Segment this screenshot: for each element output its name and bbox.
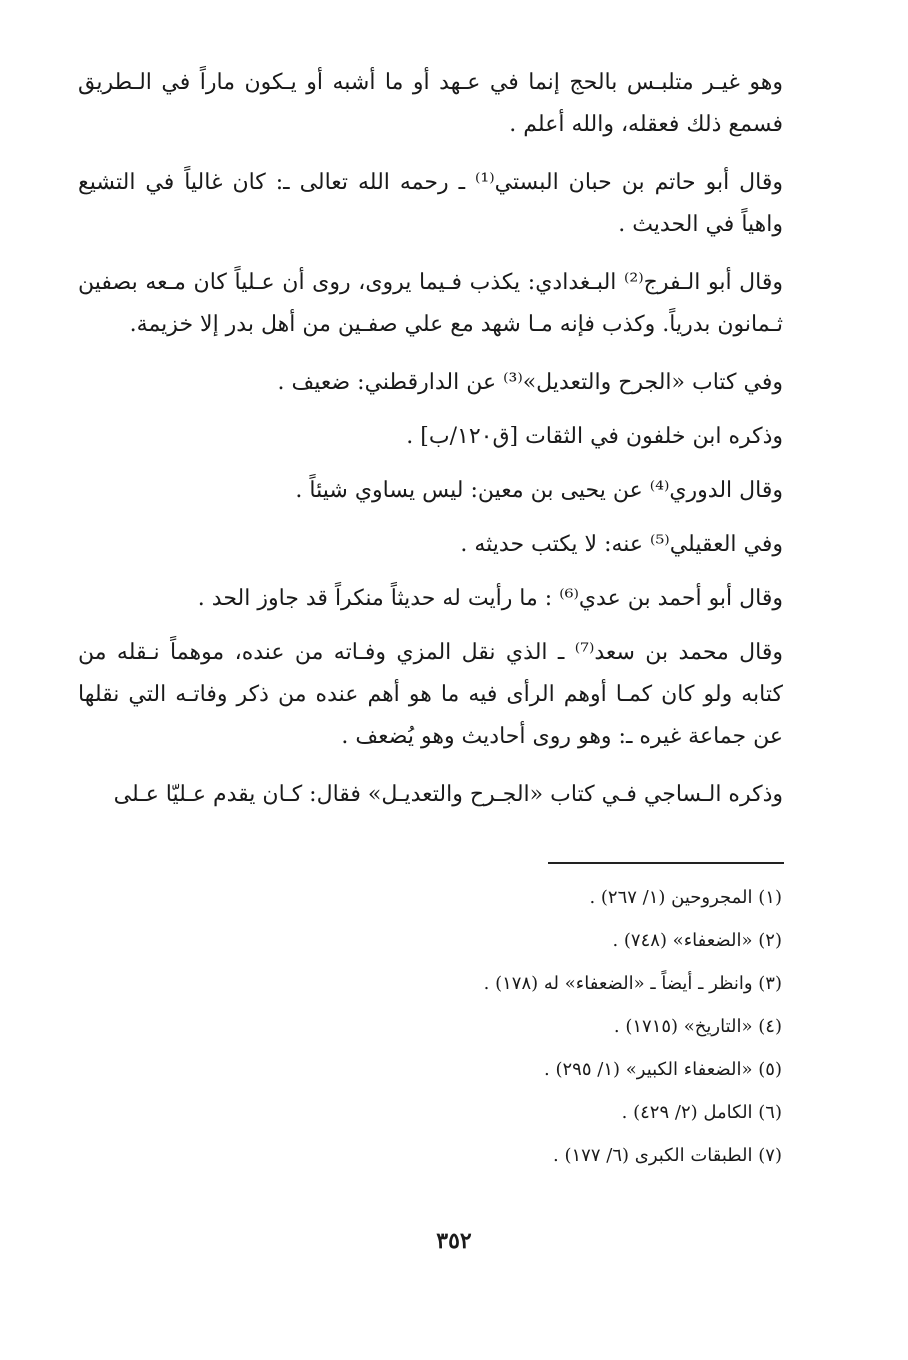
footnotes	[200, 876, 782, 1177]
paragraph-8: وقال أبو أحمد بن عدي⁽⁶⁾ : ما رأيت له حديثاً منكراً قد جاوز الحد .	[197, 586, 783, 611]
footnote-6: (٦) الكامل (٢/ ٤٢٩) .	[621, 1102, 782, 1123]
paragraph-4: وفي كتاب «الجرح والتعديل»⁽³⁾ عن الدارقطني: ضعيف .	[277, 370, 783, 395]
paragraph-10: وذكره الـساجي فـي كتاب «الجـرح والتعديـل» فقال: كـان يقدم عـليّا عـلى	[113, 782, 783, 807]
footnote-2: (٢) «الضعفاء» (٧٤٨) .	[612, 930, 782, 951]
footnote-1: (١) المجروحين (١/ ٢٦٧) .	[589, 887, 782, 908]
paragraph-7: وفي العقيلي⁽⁵⁾ عنه: لا يكتب حديثه .	[460, 532, 783, 557]
footnote-separator	[548, 862, 784, 864]
main-text	[78, 62, 783, 832]
paragraph-6: وقال الدوري⁽⁴⁾ عن يحيى بن معين: ليس يساوي شيئاً .	[295, 478, 783, 503]
paragraph-5: وذكره ابن خلفون في الثقات [ق١٢٠/ب] .	[406, 424, 783, 449]
paragraph-9: وقال محمد بن سعد⁽⁷⁾ ـ الذي نقل المزي وفـاته من عنده، موهماً نـقله من كتابه ولو كان كمـا أوهم الرأى فيه ما هو أهم عنده من ذكر وفاتـه التي نقلها عن جماعة غيره ـ: وهو روى أحاديث وهو يُضعف .	[78, 640, 783, 749]
footnote-4: (٤) «التاريخ» (١٧١٥) .	[613, 1016, 782, 1037]
page-number: ٣٥٢	[436, 1228, 472, 1254]
footnote-7: (٧) الطبقات الكبرى (٦/ ١٧٧) .	[553, 1145, 782, 1166]
footnote-5: (٥) «الضعفاء الكبير» (١/ ٢٩٥) .	[544, 1059, 782, 1080]
footnote-3: (٣) وانظر ـ أيضاً ـ «الضعفاء» له (١٧٨) .	[483, 973, 782, 994]
paragraph-1: وهو غيـر متلبـس بالحج إنما في عـهد أو ما أشبه أو يـكون ماراً في الـطريق فسمع ذلك فعقله، والله أعلم .	[78, 70, 783, 137]
paragraph-3: وقال أبو الـفرج⁽²⁾ البـغدادي: يكذب فـيما يروى، روى أن عـلياً كان مـعه بصفين ثـمانون بدرياً. وكذب فإنه مـا شهد مع علي صفـين من أهل بدر إلا خزيمة.	[78, 270, 783, 337]
paragraph-2: وقال أبو حاتم بن حبان البستي⁽¹⁾ ـ رحمه الله تعالى ـ: كان غالياً في التشيع واهياً في الحديث .	[78, 170, 784, 237]
